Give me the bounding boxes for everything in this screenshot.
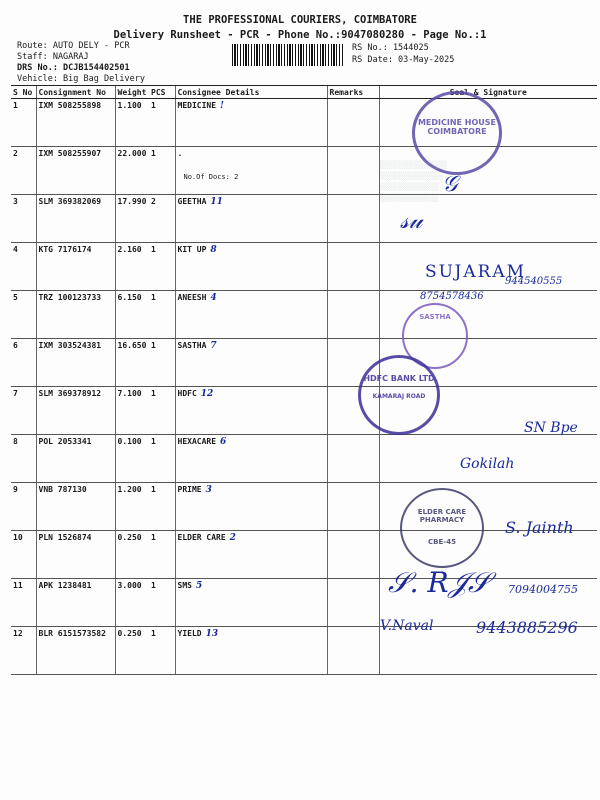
row-pcs <box>149 579 175 627</box>
row-remarks <box>327 291 379 339</box>
row-consignment-text: BLR 6151573582 <box>38 629 106 638</box>
vehicle-label: Vehicle: Big Bag Delivery <box>17 74 145 84</box>
handwritten-mark: 7 <box>210 341 217 351</box>
row-remarks <box>327 483 379 531</box>
row-remarks <box>327 531 379 579</box>
row-pcs <box>149 483 175 531</box>
elder-care-stamp <box>400 488 484 568</box>
row-consignment <box>36 387 115 435</box>
signature-row10: S. Jainth <box>505 518 574 537</box>
row-weight <box>115 339 149 387</box>
row-sno <box>11 387 36 435</box>
row-remarks <box>327 243 379 291</box>
table-row <box>11 99 597 147</box>
table-row <box>11 339 597 387</box>
row-consignee <box>175 435 327 483</box>
row-weight <box>115 531 149 579</box>
row-pcs-text: 2 <box>151 197 156 206</box>
signature-row8: SN Bpe <box>524 420 578 436</box>
row-sno-text: 6 <box>13 341 18 350</box>
row-consignee-text: SMS <box>177 581 192 590</box>
row-consignment-text: TRZ 100123733 <box>38 293 102 302</box>
sastha-stamp-text: SASTHA <box>419 313 451 321</box>
signature-row4: 𝓈𝓊 <box>400 206 423 234</box>
table-row <box>11 387 597 435</box>
col-signature: Seal & Signature <box>379 86 597 99</box>
row-pcs <box>149 387 175 435</box>
medicine-stamp-text: MEDICINE HOUSE COIMBATORE <box>417 118 497 136</box>
row-consignee-text: KIT UP <box>177 245 207 254</box>
row-pcs-text: 1 <box>151 101 156 110</box>
row-remarks <box>327 579 379 627</box>
table-row <box>11 291 597 339</box>
row-weight-text: 0.250 <box>117 533 142 542</box>
row-weight-text: 1.200 <box>117 485 142 494</box>
row-consignee-text: HEXACARE <box>177 437 217 446</box>
row-weight-text: 0.250 <box>117 629 142 638</box>
row-consignee-text: YIELD <box>177 629 202 638</box>
row-consignment-text: IXM 508255898 <box>38 101 102 110</box>
row-consignment <box>36 339 115 387</box>
barcode <box>232 44 344 66</box>
col-weight: Weight <box>115 86 149 99</box>
row-weight <box>115 147 149 195</box>
row-pcs <box>149 291 175 339</box>
row-sno-text: 7 <box>13 389 18 398</box>
row-weight <box>115 195 149 243</box>
row-sno <box>11 147 36 195</box>
row-remarks <box>327 627 379 675</box>
col-sno: S No <box>11 86 36 99</box>
row-consignee-text: PRIME <box>177 485 202 494</box>
elder-stamp-code: CBE-45 <box>428 538 456 546</box>
row-consignment <box>36 531 115 579</box>
row-pcs-text: 1 <box>151 341 156 350</box>
signature-row11: 𝒮. 𝑅𝒥𝒮 <box>388 566 490 599</box>
row-sno <box>11 195 36 243</box>
row-weight-text: 1.100 <box>117 101 142 110</box>
route-info <box>17 41 145 85</box>
row-weight <box>115 243 149 291</box>
row-pcs <box>149 147 175 195</box>
row-consignment-text: KTG 7176174 <box>38 245 92 254</box>
row-sno <box>11 339 36 387</box>
handwritten-mark: 4 <box>210 293 217 303</box>
row-sno-text: 11 <box>13 581 23 590</box>
row-consignee <box>175 99 327 147</box>
row-consignment <box>36 435 115 483</box>
row-weight-text: 2.160 <box>117 245 142 254</box>
row-consignment-text: IXM 508255907 <box>38 149 102 158</box>
row-pcs <box>149 99 175 147</box>
row-sno-text: 10 <box>13 533 23 542</box>
hdfc-stamp-text: HDFC BANK LTD <box>363 374 435 383</box>
row-consignee-text: ELDER CARE <box>177 533 226 542</box>
col-consignee: Consignee Details <box>175 86 327 99</box>
row-remarks <box>327 195 379 243</box>
signature-sujaram: SUJARAM <box>425 262 527 282</box>
row-sno-text: 3 <box>13 197 18 206</box>
row-weight <box>115 627 149 675</box>
row-consignee <box>175 483 327 531</box>
row-consignee <box>175 243 327 291</box>
row-weight-text: 17.990 <box>117 197 147 206</box>
row-consignee-text: MEDICINE <box>177 101 217 110</box>
runsheet-title: THE PROFESSIONAL COURIERS, COIMBATORE <box>183 14 417 26</box>
row-consignment-text: SLM 369378912 <box>38 389 102 398</box>
row-weight-text: 16.650 <box>117 341 147 350</box>
row-pcs <box>149 243 175 291</box>
signature-bottom-name: V.Naval <box>380 618 434 634</box>
row-weight <box>115 483 149 531</box>
row-consignment <box>36 99 115 147</box>
row-pcs <box>149 435 175 483</box>
row-consignee <box>175 531 327 579</box>
rs-number: RS No.: 1544025 <box>352 43 429 53</box>
row-pcs-text: 1 <box>151 629 156 638</box>
handwritten-mark: 11 <box>210 197 223 207</box>
col-remarks: Remarks <box>327 86 379 99</box>
table-header <box>11 86 597 99</box>
row-weight-text: 22.000 <box>117 149 147 158</box>
row-consignee <box>175 147 327 195</box>
row-consignment <box>36 147 115 195</box>
row-pcs-text: 1 <box>151 245 156 254</box>
row-consignment <box>36 243 115 291</box>
signature-row9: Gokilah <box>460 456 515 472</box>
row-pcs <box>149 339 175 387</box>
staff-label: Staff: NAGARAJ <box>17 52 89 62</box>
row-remarks <box>327 99 379 147</box>
row-consignee-text: HDFC <box>177 389 197 398</box>
hdfc-stamp-road: KAMARAJ ROAD <box>372 393 426 400</box>
row-weight <box>115 99 149 147</box>
row-consignee-text: GEETHA <box>177 197 207 206</box>
row-weight-text: 3.000 <box>117 581 142 590</box>
row-pcs-text: 1 <box>151 389 156 398</box>
runsheet-subtitle: Delivery Runsheet - PCR - Phone No.:9047080280 - Page No.:1 <box>113 29 487 41</box>
row-weight <box>115 579 149 627</box>
row-weight-text: 0.100 <box>117 437 142 446</box>
row-weight <box>115 291 149 339</box>
row-note: No.Of Docs: 2 <box>183 173 239 181</box>
row-consignee <box>175 195 327 243</box>
drs-label: DRS No.: DCJB154402501 <box>17 63 130 73</box>
row-consignee <box>175 579 327 627</box>
handwritten-mark: 3 <box>205 485 212 495</box>
row-consignee-text: . <box>177 149 183 158</box>
row-pcs-text: 1 <box>151 293 156 302</box>
row-consignment-text: APK 1238481 <box>38 581 92 590</box>
hdfc-stamp <box>358 355 440 435</box>
row-sno-text: 4 <box>13 245 18 254</box>
row-sno <box>11 627 36 675</box>
row-consignee <box>175 387 327 435</box>
row-weight <box>115 435 149 483</box>
row-consignment <box>36 627 115 675</box>
col-consignment: Consignment No <box>36 86 115 99</box>
row-consignment-text: POL 2053341 <box>38 437 92 446</box>
row-pcs-text: 1 <box>151 581 156 590</box>
row-sno <box>11 243 36 291</box>
row-consignee <box>175 291 327 339</box>
row-sno-text: 1 <box>13 101 18 110</box>
row-consignee-text: SASTHA <box>177 341 207 350</box>
row-pcs-text: 1 <box>151 485 156 494</box>
row-consignment-text: PLN 1526874 <box>38 533 92 542</box>
handwritten-mark: 13 <box>205 629 219 639</box>
elder-stamp-text: ELDER CARE PHARMACY <box>417 508 467 524</box>
row-consignment <box>36 579 115 627</box>
row-sno <box>11 579 36 627</box>
handwritten-mark: ! <box>220 101 224 111</box>
row-sno-text: 9 <box>13 485 18 494</box>
row-sno-text: 2 <box>13 149 18 158</box>
row-pcs <box>149 531 175 579</box>
row-remarks <box>327 147 379 195</box>
row-sno <box>11 531 36 579</box>
row-remarks <box>327 435 379 483</box>
row-sno <box>11 483 36 531</box>
rs-date: RS Date: 03-May-2025 <box>352 55 455 65</box>
table-row <box>11 531 597 579</box>
handwritten-mark: 12 <box>200 389 214 399</box>
row-consignment-text: VNB 787130 <box>38 485 87 494</box>
row-consignee <box>175 627 327 675</box>
signature-row3: 𝒢 <box>442 172 458 197</box>
row-pcs <box>149 627 175 675</box>
row-weight-text: 6.150 <box>117 293 142 302</box>
handwritten-mark: 6 <box>220 437 227 447</box>
row-sno-text: 5 <box>13 293 18 302</box>
col-pcs: PCS <box>149 86 175 99</box>
row-sno <box>11 99 36 147</box>
phone-bottom: 9443885296 <box>476 618 578 637</box>
route-label: Route: AUTO DELY - PCR <box>17 41 130 51</box>
row-consignment-text: IXM 303524381 <box>38 341 102 350</box>
row-sno <box>11 435 36 483</box>
row-consignment <box>36 483 115 531</box>
phone-row11: 7094004755 <box>508 583 578 596</box>
row-consignment <box>36 291 115 339</box>
row-pcs-text: 1 <box>151 437 156 446</box>
handwritten-mark: 8 <box>210 245 217 255</box>
row-consignment-text: SLM 369382069 <box>38 197 102 206</box>
faint-stamp: ░░░░░░░░░░░░░░░░ ░░░░░░░░░░░░░░░ ░░░░░░░░░░░░░░ ░░░░░░░░░░░░░░ <box>380 161 448 202</box>
phone-sujaram-2: 8754578436 <box>420 291 484 302</box>
row-sno-text: 8 <box>13 437 18 446</box>
row-consignee-text: ANEESH <box>177 293 207 302</box>
row-pcs-text: 1 <box>151 149 156 158</box>
row-pcs-text: 1 <box>151 533 156 542</box>
row-sno <box>11 291 36 339</box>
row-consignee <box>175 339 327 387</box>
row-pcs <box>149 195 175 243</box>
row-consignment <box>36 195 115 243</box>
row-weight-text: 7.100 <box>117 389 142 398</box>
handwritten-mark: 5 <box>195 581 203 591</box>
row-weight <box>115 387 149 435</box>
handwritten-mark: 2 <box>229 533 236 543</box>
row-sno-text: 12 <box>13 629 23 638</box>
phone-sujaram-1: 944540555 <box>505 276 563 287</box>
